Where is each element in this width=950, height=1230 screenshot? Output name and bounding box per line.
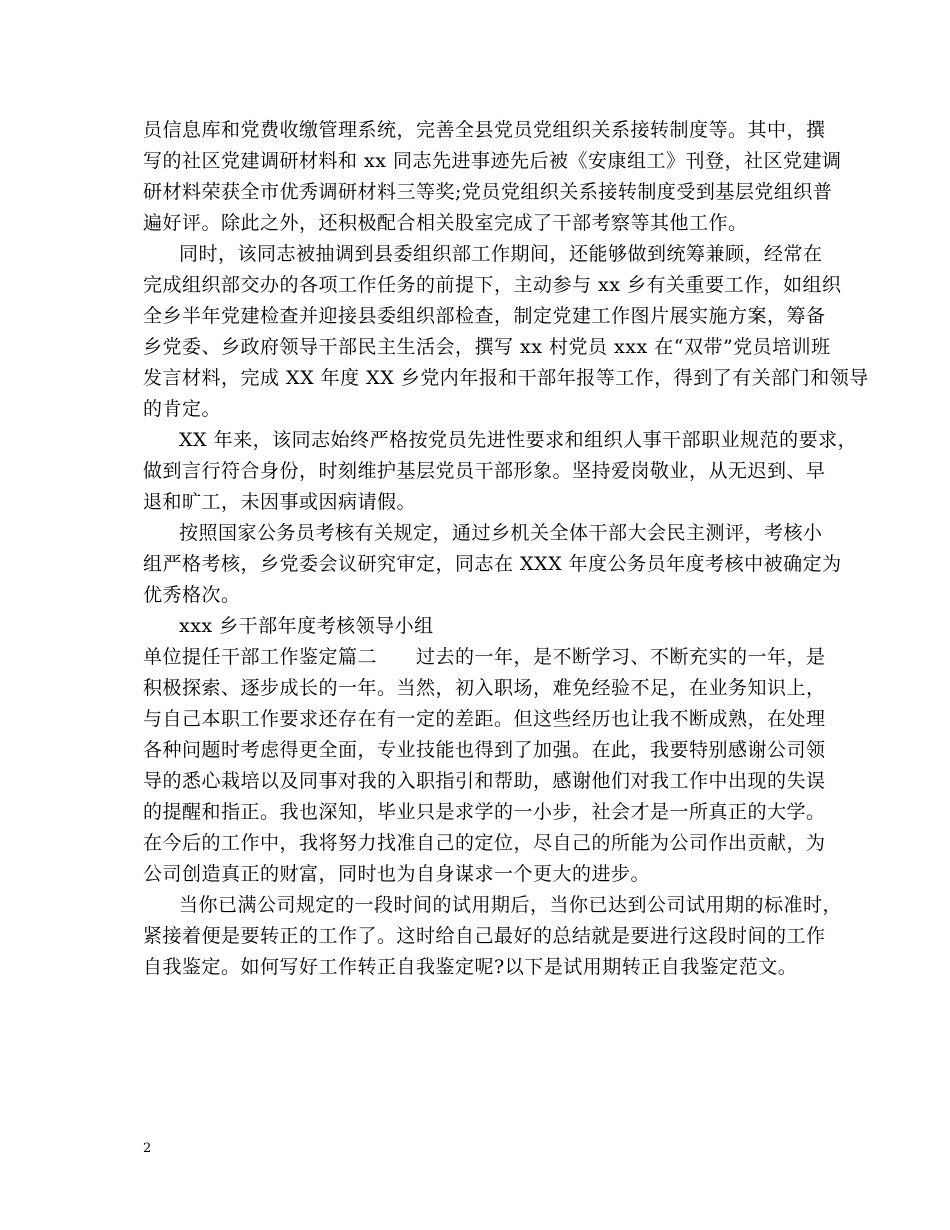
signature-line: xxx 乡干部年度考核领导小组 — [179, 615, 434, 637]
text-line: 遍好评。除此之外，还积极配合相关股室完成了干部考察等其他工作。 — [143, 212, 748, 234]
text-line: 紧接着便是要转正的工作了。这时给自己最好的总结就是要进行这段时间的工作 — [143, 925, 826, 947]
text-line: 完成组织部交办的各项工作任务的前提下，主动参与 xx 乡有关重要工作，如组织 — [143, 274, 842, 296]
text-line: XX 年来，该同志始终严格按党员先进性要求和组织人事干部职业规范的要求， — [179, 429, 858, 451]
text-line: 积极探索、逐步成长的一年。当然，初入职场，难免经验不足，在业务知识上， — [143, 677, 826, 699]
text-line: 导的悉心栽培以及同事对我的入职指引和帮助，感谢他们对我工作中出现的失误 — [143, 770, 826, 792]
text-line: 的肯定。 — [143, 398, 222, 420]
text-line: 自我鉴定。如何写好工作转正自我鉴定呢?以下是试用期转正自我鉴定范文。 — [143, 956, 798, 978]
text-line: 退和旷工，未因事或因病请假。 — [143, 491, 417, 513]
text-line: 发言材料，完成 XX 年度 XX 乡党内年报和干部年报等工作，得到了有关部门和领导 — [143, 367, 869, 389]
text-line: 公司创造真正的财富，同时也为自身谋求一个更大的进步。 — [143, 863, 651, 885]
text-line: 组严格考核，乡党委会议研究审定，同志在 XXX 年度公务员年度考核中被确定为 — [143, 553, 842, 575]
text-line: 做到言行符合身份，时刻维护基层党员干部形象。坚持爱岗敬业，从无迟到、早 — [143, 460, 826, 482]
text-line: 员信息库和党费收缴管理系统，完善全县党员党组织关系接转制度等。其中，撰 — [143, 119, 826, 141]
text-line: 研材料荣获全市优秀调研材料三等奖;党员党组织关系接转制度受到基层党组织普 — [143, 181, 833, 203]
page-number: 2 — [143, 1141, 152, 1156]
text-line: 的提醒和指正。我也深知，毕业只是求学的一小步，社会才是一所真正的大学。 — [143, 801, 826, 823]
text-line: 当你已满公司规定的一段时间的试用期后，当你已达到公司试用期的标准时， — [179, 894, 843, 916]
text-line: 优秀格次。 — [143, 584, 241, 606]
text-line: 写的社区党建调研材料和 xx 同志先进事迹先后被《安康组工》刊登，社区党建调 — [143, 150, 842, 172]
text-line: 乡党委、乡政府领导干部民主生活会，撰写 xx 村党员 xxx 在“双带”党员培训班 — [143, 336, 831, 358]
text-line: 与自己本职工作要求还存在有一定的差距。但这些经历也让我不断成熟，在处理 — [143, 708, 826, 730]
text-line: 按照国家公务员考核有关规定，通过乡机关全体干部大会民主测评，考核小 — [179, 522, 823, 544]
section-heading-line: 单位提任干部工作鉴定篇二 过去的一年，是不断学习、不断充实的一年，是 — [143, 646, 826, 668]
text-line: 全乡半年党建检查并迎接县委组织部检查，制定党建工作图片展实施方案，筹备 — [143, 305, 826, 327]
text-line: 各种问题时考虑得更全面，专业技能也得到了加强。在此，我要特别感谢公司领 — [143, 739, 826, 761]
text-line: 在今后的工作中，我将努力找准自己的定位，尽自己的所能为公司作出贡献，为 — [143, 832, 826, 854]
text-line: 同时，该同志被抽调到县委组织部工作期间，还能够做到统筹兼顾，经常在 — [179, 243, 823, 265]
